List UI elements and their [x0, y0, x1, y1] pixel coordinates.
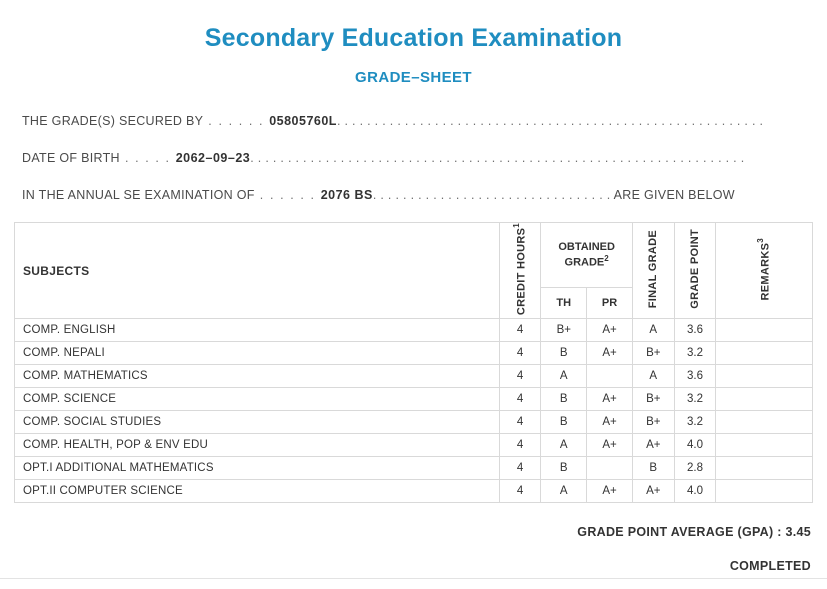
cell-final-grade: B — [632, 457, 674, 480]
candidate-info — [14, 112, 813, 204]
cell-remarks — [716, 457, 813, 480]
label-grades-secured-by: THE GRADE(S) SECURED BY — [22, 114, 204, 128]
label-date-of-birth: DATE OF BIRTH — [22, 150, 120, 165]
cell-credit-hours: 4 — [499, 480, 541, 503]
cell-grade-point: 3.2 — [674, 388, 716, 411]
dots-1-trail: . . . . . . . . . . . . . . . . . . . . . . . . . . . . . . . . . . . . . . . . . . . . . . . . . . . . . . . . . — [336, 114, 764, 128]
dots-1: . . . . . . — [203, 114, 270, 128]
label-are-given-below: ARE GIVEN BELOW — [610, 187, 735, 202]
col-header-th: TH — [541, 287, 587, 319]
cell-final-grade: A — [632, 365, 674, 388]
cell-credit-hours: 4 — [499, 434, 541, 457]
cell-remarks — [716, 411, 813, 434]
cell-subject: OPT.I ADDITIONAL MATHEMATICS — [15, 457, 500, 480]
cell-obtained-th: A — [541, 480, 587, 503]
table-row — [15, 365, 813, 388]
col-header-remarks-text — [756, 238, 772, 300]
cell-subject: OPT.II COMPUTER SCIENCE — [15, 480, 500, 503]
col-header-pr: PR — [587, 287, 633, 319]
cell-final-grade: B+ — [632, 411, 674, 434]
cell-subject: COMP. SCIENCE — [15, 388, 500, 411]
cell-credit-hours: 4 — [499, 319, 541, 342]
grades-table — [14, 222, 813, 503]
info-line-grades-secured-by — [22, 112, 805, 131]
remarks-footnote: 3 — [756, 238, 766, 243]
cell-obtained-th: B+ — [541, 319, 587, 342]
cell-obtained-th: B — [541, 342, 587, 365]
cell-credit-hours: 4 — [499, 342, 541, 365]
cell-credit-hours: 4 — [499, 457, 541, 480]
cell-grade-point: 4.0 — [674, 434, 716, 457]
value-date-of-birth: 2062–09–23 — [175, 150, 251, 165]
table-row — [15, 411, 813, 434]
table-header-row-main — [15, 223, 813, 288]
cell-grade-point: 2.8 — [674, 457, 716, 480]
col-header-remarks — [716, 223, 813, 319]
table-row — [15, 342, 813, 365]
dots-3: . . . . . . — [254, 187, 321, 202]
cell-final-grade: B+ — [632, 342, 674, 365]
cell-remarks — [716, 388, 813, 411]
credit-hours-footnote: 1 — [511, 223, 521, 228]
cell-grade-point: 3.6 — [674, 319, 716, 342]
cell-subject: COMP. SOCIAL STUDIES — [15, 411, 500, 434]
cell-obtained-th: B — [541, 457, 587, 480]
cell-subject: COMP. ENGLISH — [15, 319, 500, 342]
page-title: Secondary Education Examination — [204, 24, 623, 52]
table-row — [15, 434, 813, 457]
cell-remarks — [716, 365, 813, 388]
cell-obtained-pr: A+ — [587, 342, 633, 365]
gpa-summary: GRADE POINT AVERAGE (GPA) : 3.45 — [577, 525, 811, 540]
value-symbol-number: 05805760L — [269, 114, 337, 128]
cell-obtained-pr: A+ — [587, 480, 633, 503]
cell-final-grade: A+ — [632, 434, 674, 457]
cell-obtained-pr: A+ — [587, 434, 633, 457]
cell-grade-point: 4.0 — [674, 480, 716, 503]
info-line-date-of-birth — [22, 149, 805, 168]
cell-final-grade: A — [632, 319, 674, 342]
table-row — [15, 388, 813, 411]
cell-obtained-pr — [587, 457, 633, 480]
cell-subject: COMP. HEALTH, POP & ENV EDU — [15, 434, 500, 457]
obtained-grade-label: OBTAINED GRADE — [558, 241, 615, 269]
col-header-final-grade — [632, 223, 674, 319]
info-line-exam-year — [22, 186, 805, 205]
credit-hours-label: CREDIT HOURS — [515, 228, 528, 316]
table-row — [15, 319, 813, 342]
col-header-credit-hours-text — [512, 223, 528, 315]
cell-credit-hours: 4 — [499, 365, 541, 388]
table-row — [15, 457, 813, 480]
cell-remarks — [716, 434, 813, 457]
cell-final-grade: A+ — [632, 480, 674, 503]
table-row — [15, 480, 813, 503]
dots-3-trail: . . . . . . . . . . . . . . . . . . . . . . . . . . . . . . . . — [372, 187, 611, 202]
cell-credit-hours: 4 — [499, 388, 541, 411]
cell-grade-point: 3.6 — [674, 365, 716, 388]
grades-table-body — [15, 319, 813, 503]
cell-obtained-pr: A+ — [587, 388, 633, 411]
cell-obtained-pr: A+ — [587, 411, 633, 434]
cell-subject: COMP. MATHEMATICS — [15, 365, 500, 388]
cell-obtained-pr — [587, 365, 633, 388]
col-header-grade-point — [674, 223, 716, 319]
cell-grade-point: 3.2 — [674, 411, 716, 434]
remarks-label: REMARKS — [759, 242, 772, 301]
obtained-grade-footnote: 2 — [604, 254, 609, 264]
cell-remarks — [716, 342, 813, 365]
page-subtitle: GRADE–SHEET — [355, 69, 472, 86]
cell-obtained-pr: A+ — [587, 319, 633, 342]
grades-table-head — [15, 223, 813, 319]
col-header-final-grade-text: FINAL GRADE — [646, 230, 659, 309]
dots-2-trail: . . . . . . . . . . . . . . . . . . . . . . . . . . . . . . . . . . . . . . . . . . . . . . . . . . . . . . . . . . . . . . . . . . — [250, 150, 745, 165]
cell-final-grade: B+ — [632, 388, 674, 411]
col-header-obtained-grade — [541, 223, 633, 288]
cell-credit-hours: 4 — [499, 411, 541, 434]
cell-grade-point: 3.2 — [674, 342, 716, 365]
value-exam-year: 2076 BS — [320, 187, 373, 202]
cell-remarks — [716, 319, 813, 342]
cell-obtained-th: B — [541, 411, 587, 434]
cell-obtained-th: A — [541, 365, 587, 388]
cell-obtained-th: A — [541, 434, 587, 457]
col-header-credit-hours — [499, 223, 541, 319]
cell-remarks — [716, 480, 813, 503]
label-exam-year: IN THE ANNUAL SE EXAMINATION OF — [22, 187, 255, 202]
col-header-subjects: SUBJECTS — [15, 223, 500, 319]
dots-2: . . . . . — [119, 150, 176, 165]
footer-divider — [0, 578, 827, 579]
col-header-grade-point-text: GRADE POINT — [688, 229, 701, 310]
cell-subject: COMP. NEPALI — [15, 342, 500, 365]
cell-obtained-th: B — [541, 388, 587, 411]
status-badge: COMPLETED — [729, 559, 811, 574]
